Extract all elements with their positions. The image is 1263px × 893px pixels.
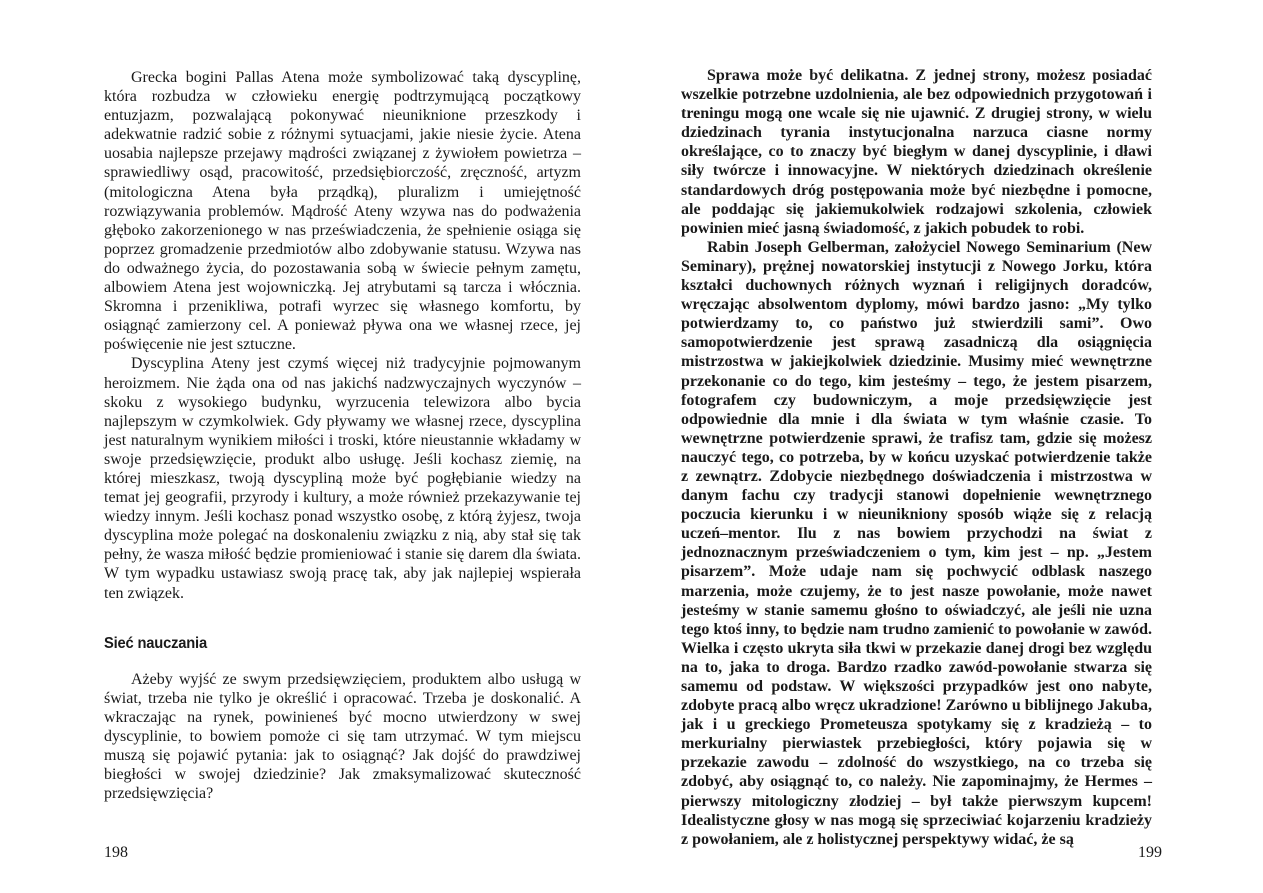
left-page: [0, 0, 631, 893]
left-text-column: [104, 68, 581, 803]
page-number: 199: [1138, 844, 1162, 861]
paragraph: Rabin Joseph Gelberman, założyciel Nowego Seminarium (New Seminary), prężnej nowatorskiej instytucji z Nowego Jorku, która kształci duchownych różnych wyznań i religijnych doradców, wręczając absolwentom dyplomy, mówi bardzo jasno: „My tylko potwierdzamy to, co państwo już stwierdzili sami”. Owo samopotwierdzenie jest sprawą zasadniczą dla osiągnięcia mistrzostwa w jakiejkolwiek dziedzinie. Musimy mieć wewnętrzne przekonanie co do tego, kim jesteśmy – tego, że jestem pisarzem, fotografem czy budowniczym, a moje przedsięwzięcie jest odpowiednie dla mnie i dla świata w tym właśnie czasie. To wewnętrzne potwierdzenie sprawi, że trafisz tam, gdzie się możesz nauczyć tego, co potrzeba, by w końcu uzyskać potwierdzenie także z zewnątrz. Zdobycie niezbędnego doświadczenia i mistrzostwa w danym fachu czy tradycji stanowi dopełnienie wewnętrznego poczucia kierunku i w nieunikniony sposób wiąże się z relacją uczeń–mentor. Ilu z nas bowiem przychodzi na świat z jednoznacznym przeświadczeniem o tym, kim jest – np. „Jestem pisarzem”. Może udaje nam się pochwycić odblask naszego marzenia, może czujemy, że to jest nasze powołanie, może nawet jesteśmy w stanie samemu głośno to oświadczyć, ale jeśli nie uzna tego ktoś inny, to będzie nam trudno zamienić to powołanie w zawód. Wielka i często ukryta siła tkwi w przekazie danej drogi bez względu na to, jaka to droga. Bardzo rzadko zawód-powołanie stwarza się samemu od podstaw. W większości przypadków jest ono nabyte, zdobyte pracą albo wręcz ukradzione! Zarówno u biblijnego Jakuba, jak i u greckiego Prometeusza spotykamy się z kradzieżą – to merkurialny pierwiastek przebiegłości, który pojawia się w przekazie zawodu – zdolność do wszystkiego, na co trzeba się zdobyć, aby osiągnąć to, co należy. Nie zapominajmy, że Hermes – pierwszy mitologiczny złodziej – był także pierwszym kupcem! Idealistyczne głosy w nas mogą się sprzeciwiać kojarzeniu kradzieży z powołaniem, ale z holistycznej perspektywy widać, że są: [681, 238, 1152, 848]
paragraph: Grecka bogini Pallas Atena może symbolizować taką dyscyplinę, która rozbudza w człowieku energię podtrzymującą początkowy entuzjazm, pozwalającą pokonywać nieuniknione przeszkody i adekwatnie radzić sobie z różnymi sytuacjami, jakie niesie życie. Atena uosabia najlepsze przejawy mądrości związanej z żywiołem powietrza – sprawiedliwy osąd, pracowitość, przedsiębiorczość, zręczność, artyzm (mitologiczna Atena była prządką), pluralizm i umiejętność rozwiązywania problemów. Mądrość Ateny wzywa nas do podważenia głęboko zakorzenionego w nas przeświadczenia, że spełnienie osiąga się poprzez gromadzenie przedmiotów albo zdobywanie statusu. Wzywa nas do odważnego życia, do pozostawania sobą w świecie pełnym zamętu, albowiem Atena jest wojowniczką. Jej atrybutami są tarcza i włócznia. Skromna i przenikliwa, potrafi wyrzec się własnego komfortu, by osiągnąć zamierzony cel. A ponieważ pływa ona we własnej rzece, jej poświęcenie nie jest sztuczne.: [104, 69, 581, 354]
section-heading: Sieć nauczania: [104, 634, 207, 652]
page-number: 198: [104, 844, 128, 861]
right-text-column: [681, 66, 1152, 849]
paragraph: Dyscyplina Ateny jest czymś więcej niż tradycyjnie pojmowanym heroizmem. Nie żąda ona od nas jakichś nadzwyczajnych wyczynów – skoku z wysokiego budynku, wyrzucenia telewizora albo bycia najlepszym w czymkolwiek. Gdy pływamy we własnej rzece, dyscyplina jest naturalnym wynikiem miłości i troski, które nieustannie wkładamy w swoje przedsięwzięcie, produkt albo usługę. Jeśli kochasz ziemię, na której mieszkasz, twoją dyscypliną może być pogłębianie wiedzy na temat jej geografii, przyrody i kultury, a może również przekazywanie tej wiedzy innym. Jeśli kochasz ponad wszystko osobę, z którą żyjesz, twoja dyscyplina może polegać na doskonaleniu związku z nią, aby stał się tak pełny, że wasza miłość będzie promieniować i stanie się darem dla świata. W tym wypadku ustawiasz swoją pracę tak, aby jak najlepiej wspierała ten związek.: [104, 355, 581, 602]
right-page: [631, 0, 1263, 893]
paragraph: Ażeby wyjść ze swym przedsięwzięciem, produktem albo usługą w świat, trzeba nie tylko je określić i opracować. Trzeba je doskonalić. A wkraczając na rynek, powinieneś być mocno utwierdzony w swej dyscyplinie, to bowiem pomoże ci się tam utrzymać. W tym miejscu muszą się pojawić pytania: jak to osiągnąć? Jak dojść do prawdziwej biegłości w swojej dziedzinie? Jak zmaksymalizować skuteczność przedsięwzięcia?: [104, 670, 581, 803]
paragraph: Sprawa może być delikatna. Z jednej strony, możesz posiadać wszelkie potrzebne uzdolnienia, ale bez odpowiednich przygotowań i treningu mogą one wcale się nie ujawnić. Z drugiej strony, w wielu dziedzinach tyrania instytucjonalna narzuca ciasne normy określające, co to znaczy być biegłym w danej dyscyplinie, i dławi siły twórcze i innowacyjne. W niektórych dziedzinach określenie standardowych dróg postępowania może być niezbędne i pomocne, ale poddając się jakiemukolwiek rodzajowi szkolenia, człowiek powinien mieć jasną świadomość, z jakich pobudek to robi.: [681, 67, 1152, 237]
